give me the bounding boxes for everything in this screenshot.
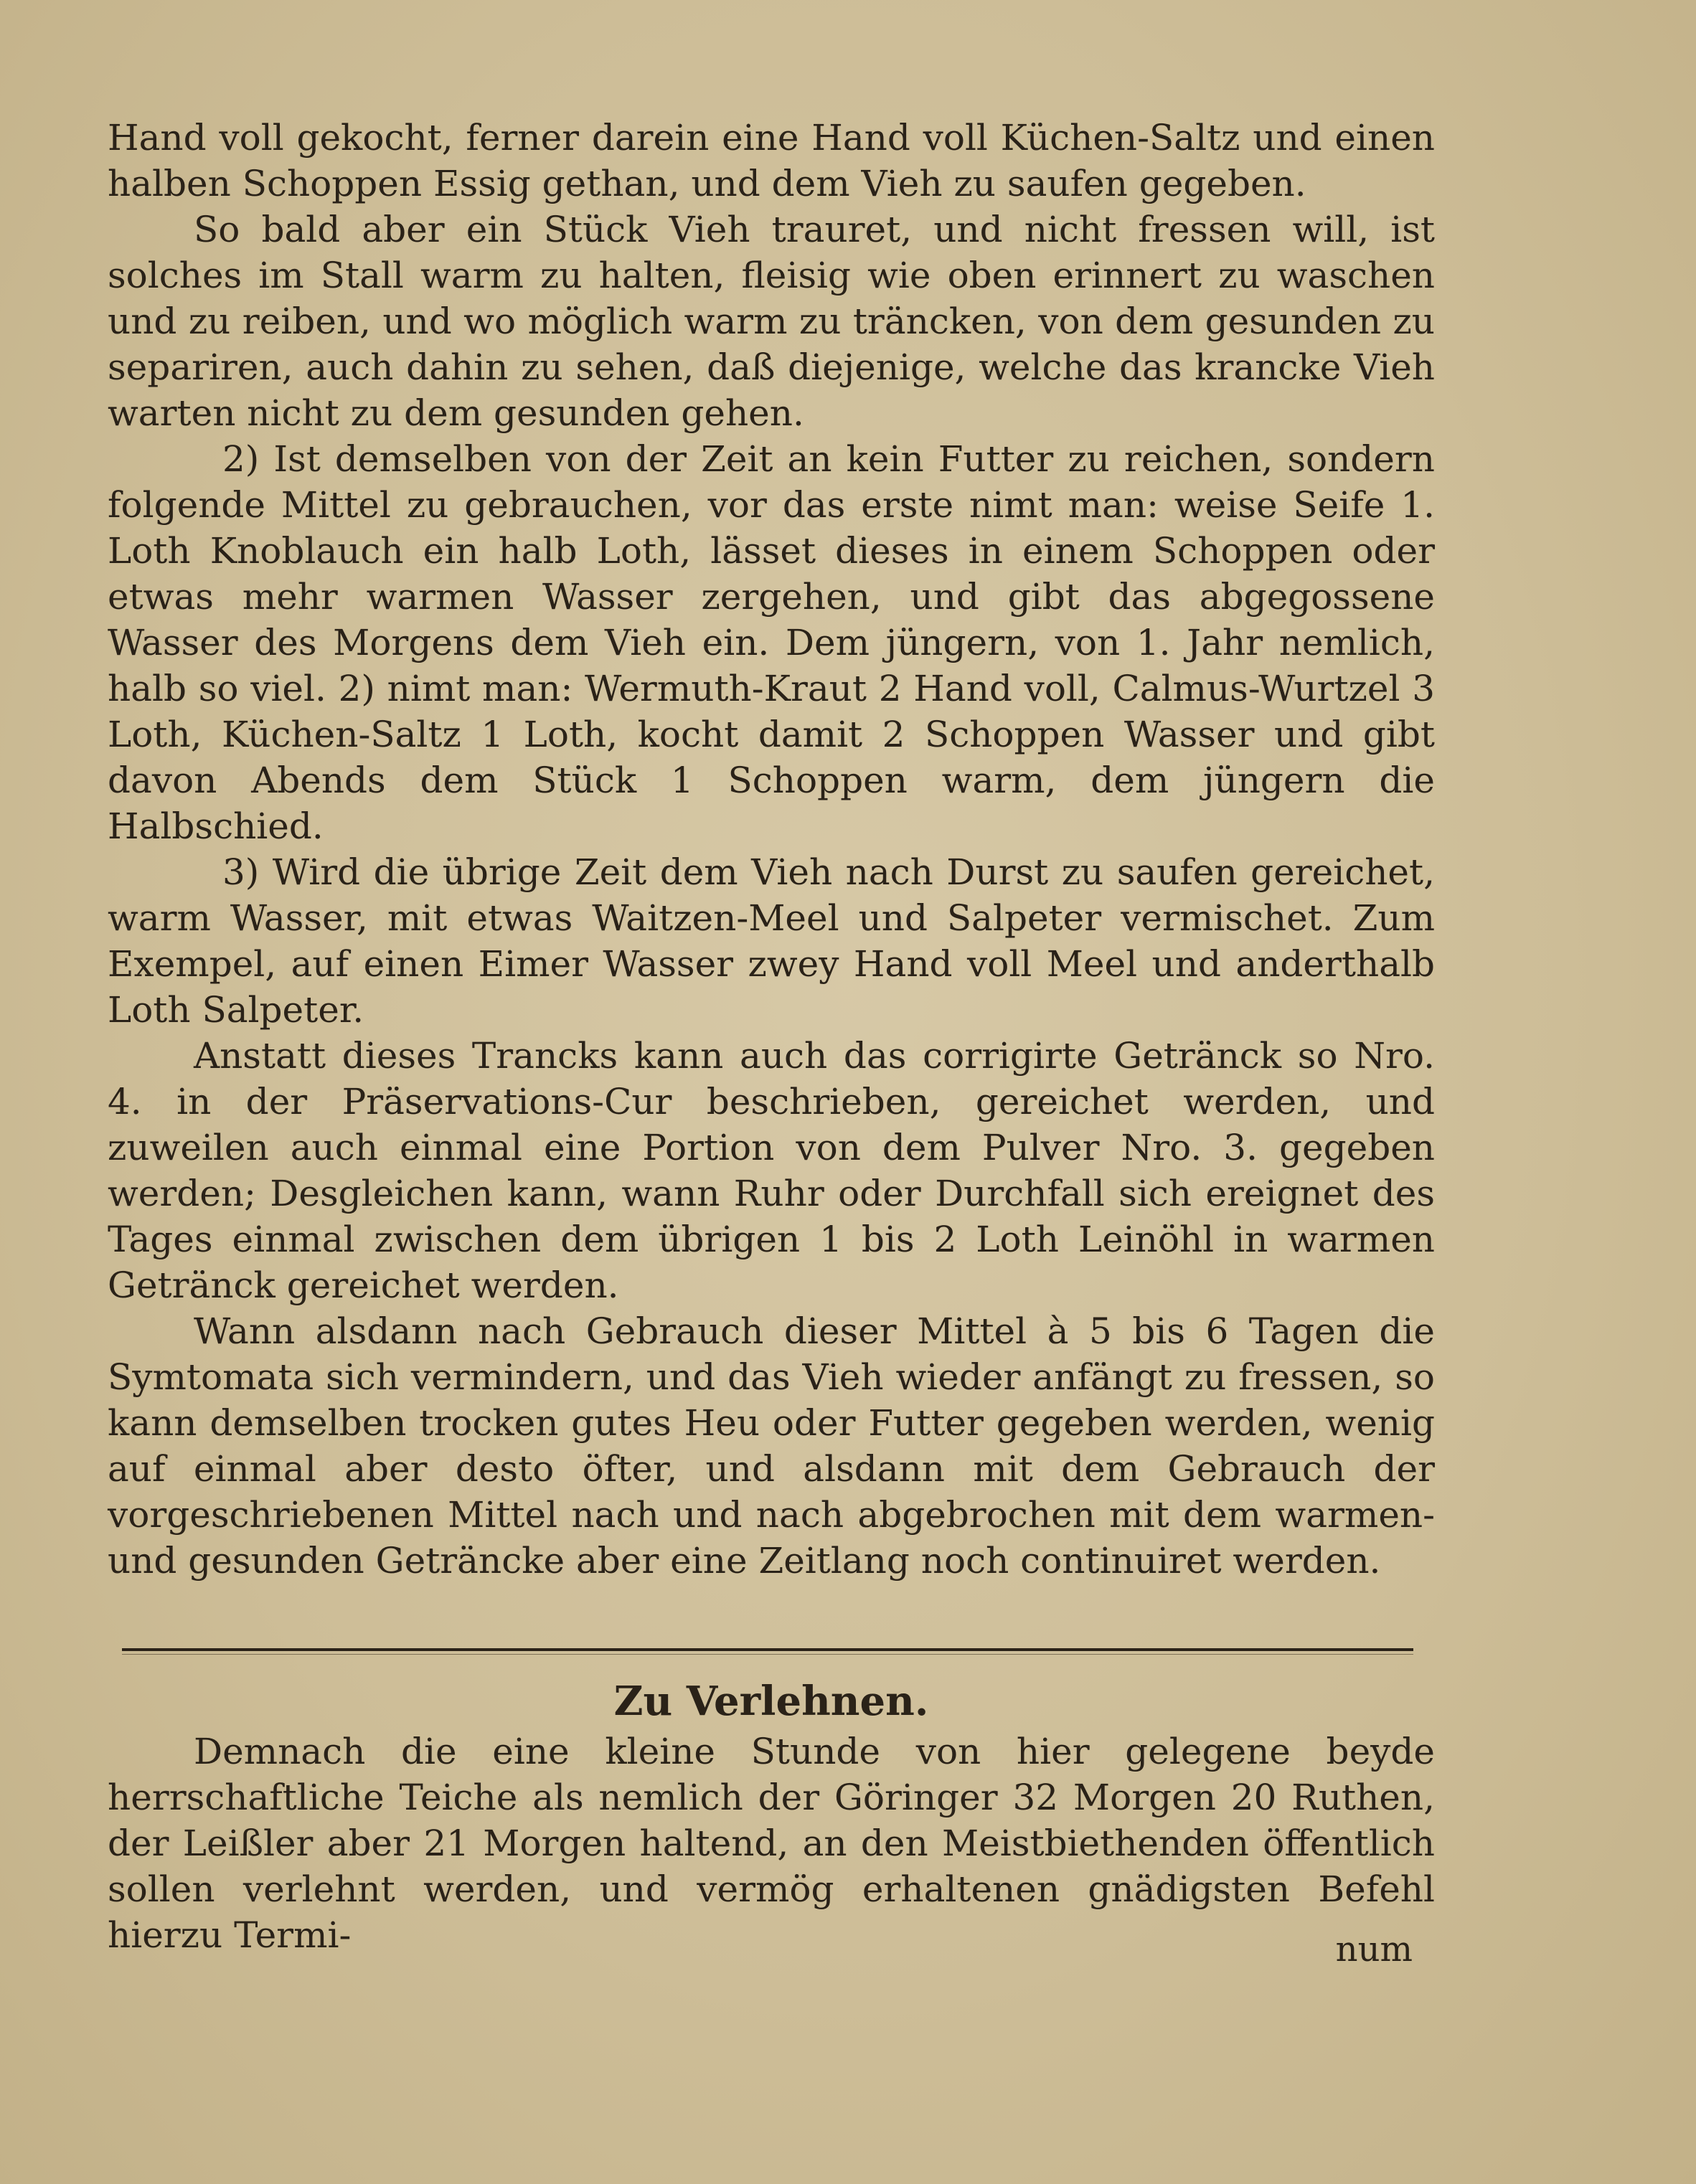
- main-text-block: [108, 115, 1435, 1584]
- section-heading: Zu Verlehnen.: [613, 1678, 929, 1725]
- paragraph-recovery: Wann alsdann nach Gebrauch dieser Mittel à 5 bis 6 Tagen die Symtomata sich vermindern, und das Vieh wieder anfängt zu fressen, so kann demselben trocken gutes Heu oder Futter gegeben werden, wenig auf einmal aber desto öfter, und alsdann mit dem Gebrauch der vorgeschriebenen Mittel nach und nach abgebrochen mit dem warmen-und gesunden Geträncke aber eine Zeitlang noch continuiret werden.: [108, 1310, 1435, 1582]
- lease-paragraph: Demnach die eine kleine Stunde von hier gelegene beyde herrschaftliche Teiche als nemlich der Göringer 32 Morgen 20 Ruthen, der Leißler aber 21 Morgen haltend, an den Meistbiethenden öffentlich sollen verlehnt werden, und vermög erhaltenen gnädigsten Befehl hierzu Termi-: [108, 1731, 1435, 1956]
- paragraph-sick-cattle: So bald aber ein Stück Vieh trauret, und nicht fressen will, ist solches im Stall warm zu halten, fleisig wie oben erinnert zu waschen und zu reiben, und wo möglich warm zu träncken, von dem gesunden zu separiren, auch dahin zu sehen, daß diejenige, welche das krancke Vieh warten nicht zu dem gesunden gehen.: [108, 209, 1435, 434]
- paragraph-alternative-drink: Anstatt dieses Trancks kann auch das corrigirte Getränck so Nro. 4. in der Präservations-Cur beschrieben, gereichet werden, und zuweilen auch einmal eine Portion von dem Pulver Nro. 3. gegeben werden; Desgleichen kann, wann Ruhr oder Durchfall sich ereignet des Tages einmal zwischen dem übrigen 1 bis 2 Loth Leinöhl in warmen Getränck gereichet werden.: [108, 1035, 1435, 1306]
- paragraph-remedy-3: 3) Wird die übrige Zeit dem Vieh nach Durst zu saufen gereichet, warm Wasser, mit etwas Waitzen-Meel und Salpeter vermischet. Zum Exempel, auf einen Eimer Wasser zwey Hand voll Meel und anderthalb Loth Salpeter.: [108, 851, 1435, 1031]
- section-divider-shadow: [122, 1654, 1413, 1655]
- catchword: num: [1335, 1929, 1413, 1970]
- lease-section: [108, 1678, 1435, 1958]
- paragraph-continuation: Hand voll gekocht, ferner darein eine Hand voll Küchen-Saltz und einen halben Schoppen Essig gethan, und dem Vieh zu saufen gegeben.: [108, 117, 1435, 204]
- paragraph-remedy-2: 2) Ist demselben von der Zeit an kein Futter zu reichen, sondern folgende Mittel zu gebrauchen, vor das erste nimt man: weise Seife 1. Loth Knoblauch ein halb Loth, lässet dieses in einem Schoppen oder etwas mehr warmen Wasser zergehen, und gibt das abgegossene Wasser des Morgens dem Vieh ein. Dem jüngern, von 1. Jahr nemlich, halb so viel. 2) nimt man: Wermuth-Kraut 2 Hand voll, Calmus-Wurtzel 3 Loth, Küchen-Saltz 1 Loth, kocht damit 2 Schoppen Wasser und gibt davon Abends dem Stück 1 Schoppen warm, dem jüngern die Halbschied.: [108, 438, 1435, 847]
- section-divider: [122, 1648, 1413, 1651]
